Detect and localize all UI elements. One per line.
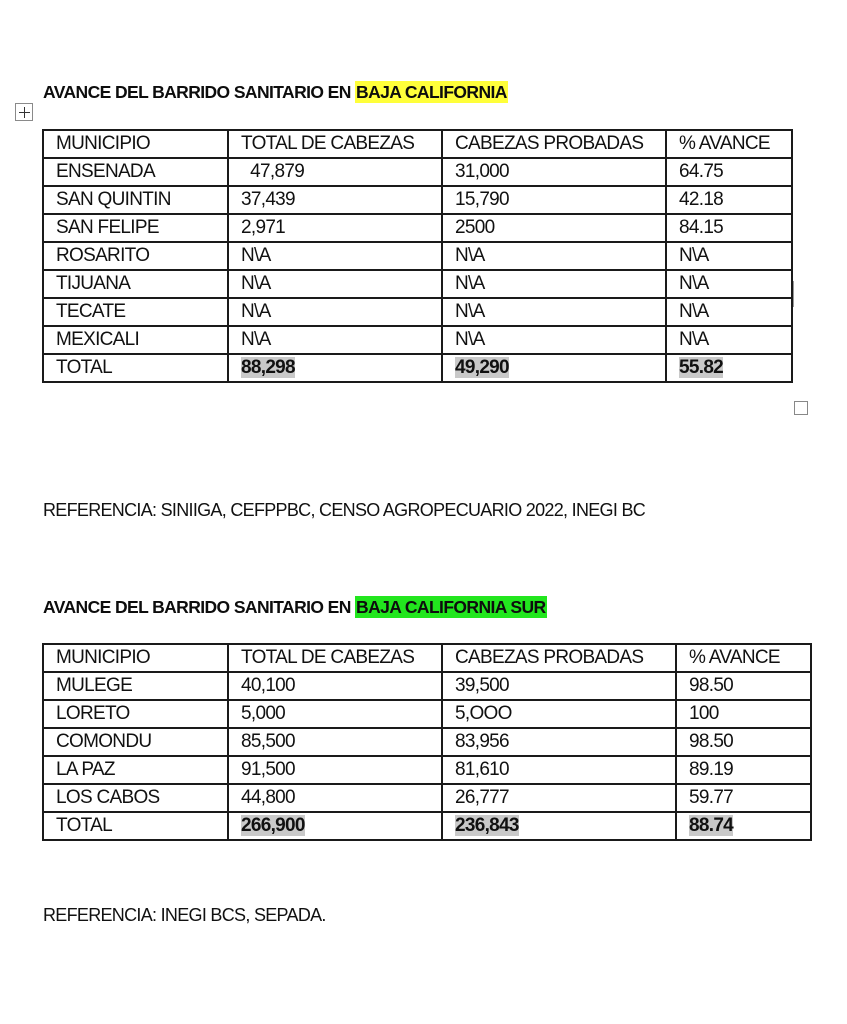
table-cell (442, 812, 676, 840)
table-cell: 83,956 (442, 728, 676, 756)
total-value: 266,900 (241, 815, 305, 836)
table-row (43, 326, 792, 354)
table-row (43, 214, 792, 242)
column-header: TOTAL DE CABEZAS (228, 644, 442, 672)
table-row (43, 158, 792, 186)
table-row (43, 672, 811, 700)
table-cell: N\A (228, 242, 442, 270)
section-heading-bc (43, 82, 508, 103)
table-cell: ENSENADA (43, 158, 228, 186)
table-cell: N\A (228, 298, 442, 326)
table-row (43, 298, 792, 326)
move-cross-icon[interactable] (15, 103, 33, 121)
table-cell: 98.50 (676, 728, 811, 756)
table-row (43, 270, 792, 298)
table-cell (676, 812, 811, 840)
table-cell: LA PAZ (43, 756, 228, 784)
table-cell: 47,879 (228, 158, 442, 186)
column-resize-marker[interactable] (793, 281, 794, 307)
heading-state-highlight: BAJA CALIFORNIA SUR (356, 597, 546, 617)
total-value: 49,290 (455, 357, 509, 378)
table-cell: N\A (228, 270, 442, 298)
table-cell: 81,610 (442, 756, 676, 784)
table-cell: 40,100 (228, 672, 442, 700)
table-cell: N\A (442, 326, 666, 354)
total-value: 236,843 (455, 815, 519, 836)
table-cell: LORETO (43, 700, 228, 728)
table-cell: N\A (442, 242, 666, 270)
resize-square-icon[interactable] (794, 401, 808, 415)
table-cell: TECATE (43, 298, 228, 326)
table-cell: N\A (666, 298, 792, 326)
table-cell: N\A (666, 270, 792, 298)
table-cell: N\A (442, 298, 666, 326)
section-heading-bcs (43, 597, 547, 618)
table-cell (228, 354, 442, 382)
table-cell (666, 354, 792, 382)
table-row (43, 242, 792, 270)
table-row (43, 784, 811, 812)
table-cell: N\A (666, 242, 792, 270)
heading-prefix: AVANCE DEL BARRIDO SANITARIO EN (43, 597, 356, 617)
table-cell: 39,500 (442, 672, 676, 700)
column-header: CABEZAS PROBADAS (442, 644, 676, 672)
table-cell: TOTAL (43, 812, 228, 840)
table-row (43, 756, 811, 784)
heading-state-highlight: BAJA CALIFORNIA (356, 82, 507, 102)
table-baja-california (42, 129, 793, 383)
table-cell: 59.77 (676, 784, 811, 812)
column-header: % AVANCE (676, 644, 811, 672)
table-cell: 5,000 (228, 700, 442, 728)
total-row (43, 354, 792, 382)
column-header: TOTAL DE CABEZAS (228, 130, 442, 158)
table-cell: 37,439 (228, 186, 442, 214)
table-cell: 5,OOO (442, 700, 676, 728)
total-value: 55.82 (679, 357, 724, 378)
table-cell: COMONDU (43, 728, 228, 756)
header-row (43, 644, 811, 672)
reference-bc: REFERENCIA: SINIIGA, CEFPPBC, CENSO AGROPECUARIO 2022, INEGI BC (43, 500, 646, 520)
total-value: 88,298 (241, 357, 295, 378)
total-row (43, 812, 811, 840)
table-cell: 31,000 (442, 158, 666, 186)
table-cell: 44,800 (228, 784, 442, 812)
table-cell: TIJUANA (43, 270, 228, 298)
table-cell: 2,971 (228, 214, 442, 242)
table-cell: 89.19 (676, 756, 811, 784)
table-cell (442, 354, 666, 382)
header-row (43, 130, 792, 158)
table-row (43, 700, 811, 728)
reference-bcs: REFERENCIA: INEGI BCS, SEPADA. (43, 905, 326, 925)
table-cell: 100 (676, 700, 811, 728)
table-cell (228, 812, 442, 840)
table-cell: 15,790 (442, 186, 666, 214)
table-cell: 42.18 (666, 186, 792, 214)
table-cell: 26,777 (442, 784, 676, 812)
table-cell: 91,500 (228, 756, 442, 784)
table-cell: 64.75 (666, 158, 792, 186)
column-header: MUNICIPIO (43, 644, 228, 672)
table-cell: 2500 (442, 214, 666, 242)
total-value: 88.74 (689, 815, 734, 836)
table-cell: LOS CABOS (43, 784, 228, 812)
table-cell: N\A (666, 326, 792, 354)
table-cell: N\A (228, 326, 442, 354)
table-cell: ROSARITO (43, 242, 228, 270)
table-row (43, 186, 792, 214)
heading-prefix: AVANCE DEL BARRIDO SANITARIO EN (43, 82, 356, 102)
table-cell: TOTAL (43, 354, 228, 382)
table-cell: 98.50 (676, 672, 811, 700)
table-cell: 84.15 (666, 214, 792, 242)
column-header: CABEZAS PROBADAS (442, 130, 666, 158)
table-baja-california-sur (42, 643, 812, 841)
column-header: % AVANCE (666, 130, 792, 158)
table-row (43, 728, 811, 756)
table-cell: SAN QUINTIN (43, 186, 228, 214)
table-cell: MEXICALI (43, 326, 228, 354)
table-cell: MULEGE (43, 672, 228, 700)
table-cell: SAN FELIPE (43, 214, 228, 242)
table-cell: 85,500 (228, 728, 442, 756)
table-cell: N\A (442, 270, 666, 298)
column-header: MUNICIPIO (43, 130, 228, 158)
